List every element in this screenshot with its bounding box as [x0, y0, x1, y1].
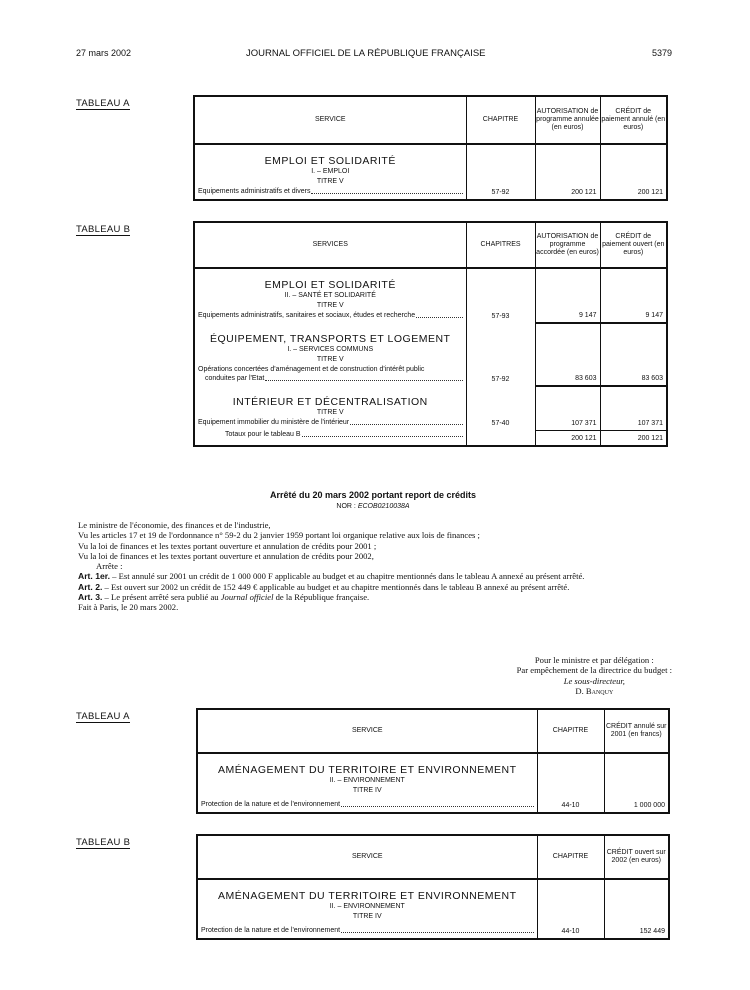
table-row-cp: 107 371 [600, 386, 667, 430]
table1-header-cp: CRÉDIT de paiement annulé (en euros) [600, 96, 667, 144]
section-subtitle: I. – SERVICES COMMUNS [287, 346, 374, 353]
table1-header-chapitre: CHAPITRE [466, 96, 535, 144]
table1-label: TABLEAU A [76, 98, 130, 109]
table4-section [197, 879, 537, 939]
table-row-value: 152 449 [604, 879, 669, 939]
section-subtitle: II. – ENVIRONNEMENT [329, 777, 405, 784]
table-row-ap: 9 147 [535, 268, 600, 323]
arrete-para: Arrête : [96, 561, 123, 572]
table-row-cp: 200 121 [600, 144, 667, 200]
header-date: 27 mars 2002 [76, 48, 132, 58]
table1 [193, 95, 668, 201]
arrete-nor: NOR : ECOB0210038A [336, 503, 410, 510]
table1-header-ap: AUTORISATION de programme annulée (en euros) [535, 96, 600, 144]
table4-label: TABLEAU B [76, 837, 131, 848]
section-titre: TITRE V [316, 409, 344, 416]
arrete-title: Arrêté du 20 mars 2002 portant report de crédits [269, 490, 477, 500]
table2-total-label: Totaux pour le tableau B [195, 430, 466, 442]
table2-header-ap: AUTORISATION de programme accordée (en euros) [535, 222, 600, 268]
table3-label: TABLEAU A [76, 711, 130, 722]
table-row-cp: 83 603 [600, 323, 667, 386]
table3-header-service: SERVICE [197, 709, 537, 753]
section-subtitle: II. – ENVIRONNEMENT [329, 903, 405, 910]
table1-header-service: SERVICE [194, 96, 466, 144]
section-title: INTÉRIEUR ET DÉCENTRALISATION [232, 396, 428, 408]
table2-section-equipement [194, 323, 466, 386]
table3-header-chapitre: CHAPITRE [537, 709, 604, 753]
table2-section-emploi [194, 268, 466, 323]
table2-header-chapitres: CHAPITRES [466, 222, 535, 268]
arrete-para: Vu la loi de finances et les textes portant ouverture et annulation de crédits pour 2002, [78, 550, 374, 561]
table-row-label: Equipement immobilier du ministère de l'intérieur [195, 418, 466, 430]
arrete-fait: Fait à Paris, le 20 mars 2002. [78, 602, 179, 613]
header-journal-title: JOURNAL OFFICIEL DE LA RÉPUBLIQUE FRANÇAISE [246, 48, 486, 59]
table2-label: TABLEAU B [76, 224, 131, 235]
section-title: AMÉNAGEMENT DU TERRITOIRE ET ENVIRONNEMENT [217, 890, 517, 902]
table2-header-cp: CRÉDIT de paiement ouvert (en euros) [600, 222, 667, 268]
table-row-chapitre: 44-10 [537, 879, 604, 939]
arrete-article-2: Art. 2. – Est ouvert sur 2002 un crédit de 152 449 € applicable au budget et au chapitre mentionnés dans le tableau B annexé au présent arrêté. [78, 581, 570, 592]
table-row-label: Equipements administratifs et divers [195, 187, 466, 199]
arrete-para: Vu la loi de finances et les textes portant ouverture et annulation de crédits pour 2001 ; [78, 540, 377, 551]
arrete-para: Le ministre de l'économie, des finances et de l'industrie, [78, 520, 271, 530]
section-titre: TITRE V [316, 302, 344, 309]
table-row-label-line2: conduites par l'Etat [195, 374, 466, 386]
table2-total-cp: 200 121 [600, 430, 667, 446]
table3-section [197, 753, 537, 813]
table-row-chapitre: 57-40 [466, 386, 535, 430]
section-title: EMPLOI ET SOLIDARITÉ [264, 155, 396, 167]
arrete-article-1: Art. 1er. – Est annulé sur 2001 un crédit de 1 000 000 F applicable au budget et au chapitre mentionnés dans le tableau A annexé au présent arrêté. [78, 571, 585, 582]
table2 [193, 221, 668, 447]
table2-total-ap: 200 121 [535, 430, 600, 446]
table-row-ap: 107 371 [535, 386, 600, 430]
arrete-body [60, 520, 686, 613]
table3 [196, 708, 670, 814]
table-row-label-line1: Opérations concertées d'aménagement et de construction d'intérêt public [198, 366, 425, 373]
section-titre: TITRE IV [352, 913, 382, 920]
table2-header-services: SERVICES [194, 222, 466, 268]
table-row-ap: 200 121 [535, 144, 600, 200]
section-title: EMPLOI ET SOLIDARITÉ [264, 279, 396, 291]
table4 [196, 834, 670, 940]
signature-block: Pour le ministre et par délégation : Par empêchement de la directrice du budget : Le sous-directeur, D. Banquy [516, 655, 672, 696]
table-row-chapitre: 57-92 [466, 323, 535, 386]
section-subtitle: II. – SANTÉ ET SOLIDARITÉ [284, 292, 376, 299]
table4-header-credit: CRÉDIT ouvert sur 2002 (en euros) [604, 835, 669, 879]
table-row-ap: 83 603 [535, 323, 600, 386]
arrete-para: Vu les articles 17 et 19 de l'ordonnance n° 59-2 du 2 janvier 1959 portant loi organique relative aux lois de finances ; [78, 530, 480, 541]
table4-header-service: SERVICE [197, 835, 537, 879]
table-row-chapitre: 57-92 [466, 144, 535, 200]
section-title: AMÉNAGEMENT DU TERRITOIRE ET ENVIRONNEMENT [217, 764, 517, 776]
table3-header-credit: CRÉDIT annulé sur 2001 (en francs) [604, 709, 669, 753]
table4-header-chapitre: CHAPITRE [537, 835, 604, 879]
section-titre: TITRE IV [352, 787, 382, 794]
section-titre: TITRE V [316, 356, 344, 363]
table1-section [194, 144, 466, 200]
header-page-number: 5379 [651, 48, 672, 58]
table-row-chapitre: 57-93 [466, 268, 535, 323]
table2-section-interieur [194, 386, 466, 430]
section-titre: TITRE V [316, 178, 344, 185]
arrete-article-3: Art. 3. – Le présent arrêté sera publié au Journal officiel de la République française. [78, 592, 370, 603]
table-row-chapitre: 44-10 [537, 753, 604, 813]
table-row-label: Protection de la nature et de l'environnement [198, 922, 537, 938]
table-row-cp: 9 147 [600, 268, 667, 323]
section-subtitle: I. – EMPLOI [311, 168, 350, 175]
section-title: ÉQUIPEMENT, TRANSPORTS ET LOGEMENT [210, 333, 451, 345]
table-row-value: 1 000 000 [604, 753, 669, 813]
table-row-label: Equipements administratifs, sanitaires et sociaux, études et recherche [195, 311, 466, 323]
table-row-label: Protection de la nature et de l'environnement [198, 796, 537, 812]
